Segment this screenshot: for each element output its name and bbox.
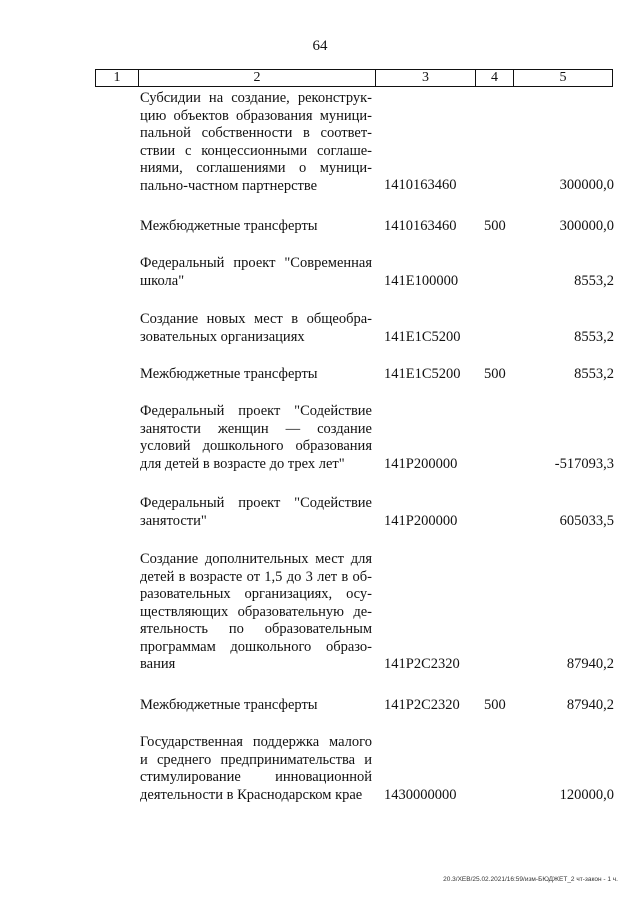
column-header-2: 2 (139, 70, 376, 86)
row-name: Межбюджетные трансферты (140, 366, 318, 382)
row-amount: 8553,2 (574, 273, 614, 289)
row-name: Федеральный проект "Современная школа" (140, 255, 372, 289)
row-amount: 120000,0 (559, 787, 614, 803)
row-amount: -517093,3 (554, 456, 614, 472)
row-amount: 8553,2 (574, 366, 614, 382)
table-row (0, 218, 640, 255)
row-amount: 87940,2 (566, 656, 614, 672)
row-code: 1410163460 (384, 177, 457, 193)
row-name: Межбюджетные трансферты (140, 218, 318, 234)
row-code: 141P2C2320 (384, 656, 460, 672)
row-name: Федеральный проект "Содействие занятости" (140, 495, 372, 529)
row-type: 500 (484, 218, 506, 234)
column-header-3: 3 (376, 70, 476, 86)
table-row (0, 311, 640, 366)
column-header-1: 1 (96, 70, 139, 86)
row-name: Создание дополнительных мест для детей в возрасте от 1,5 до 3 лет в об- разовательных организациях, осу- ществляющих образовательную де- ятельность по образовательным программам дошкольного образо- вания (140, 551, 372, 672)
row-code: 141E1C5200 (384, 329, 461, 345)
table-body (0, 90, 640, 814)
row-code: 141P200000 (384, 513, 458, 529)
row-code: 141E100000 (384, 273, 459, 289)
row-code: 141P2C2320 (384, 697, 460, 713)
row-code: 1430000000 (384, 787, 457, 803)
table-row (0, 551, 640, 697)
row-type: 500 (484, 697, 506, 713)
row-code: 141E1C5200 (384, 366, 461, 382)
row-code: 141P200000 (384, 456, 458, 472)
row-amount: 8553,2 (574, 329, 614, 345)
table-row (0, 255, 640, 311)
row-name: Государственная поддержка малого и среднего предпринимательства и стимулирование инновационной деятельности в Краснодарском крае (140, 734, 372, 803)
row-amount: 605033,5 (559, 513, 614, 529)
table-row (0, 697, 640, 734)
column-header-4: 4 (476, 70, 514, 86)
row-type: 500 (484, 366, 506, 382)
row-code: 1410163460 (384, 218, 457, 234)
table-row (0, 403, 640, 495)
row-name: Субсидии на создание, реконструк- цию объектов образования муници- пальной собственности в соответ- ствии с концессионными соглаше- ниями, соглашениями о муници- пально-частном партнерстве (140, 90, 372, 194)
table-row (0, 366, 640, 403)
row-name: Межбюджетные трансферты (140, 697, 318, 713)
table-row (0, 495, 640, 551)
row-amount: 87940,2 (566, 697, 614, 713)
table-row (0, 734, 640, 814)
row-name: Федеральный проект "Содействие занятости женщин — создание условий дошкольного образования для детей в возрасте до трех лет" (140, 403, 372, 472)
row-amount: 300000,0 (559, 177, 614, 193)
table-row (0, 90, 640, 218)
page-number: 64 (312, 38, 328, 54)
row-amount: 300000,0 (559, 218, 614, 234)
table-header (95, 69, 613, 87)
footer-stamp: 20.3/ХЕВ/25.02.2021/16:59/изм-БЮДЖЕТ_2 чт-закон - 1 ч. (443, 876, 618, 883)
row-name: Создание новых мест в общеобра- зовательных организациях (140, 311, 372, 345)
column-header-5: 5 (559, 70, 567, 85)
